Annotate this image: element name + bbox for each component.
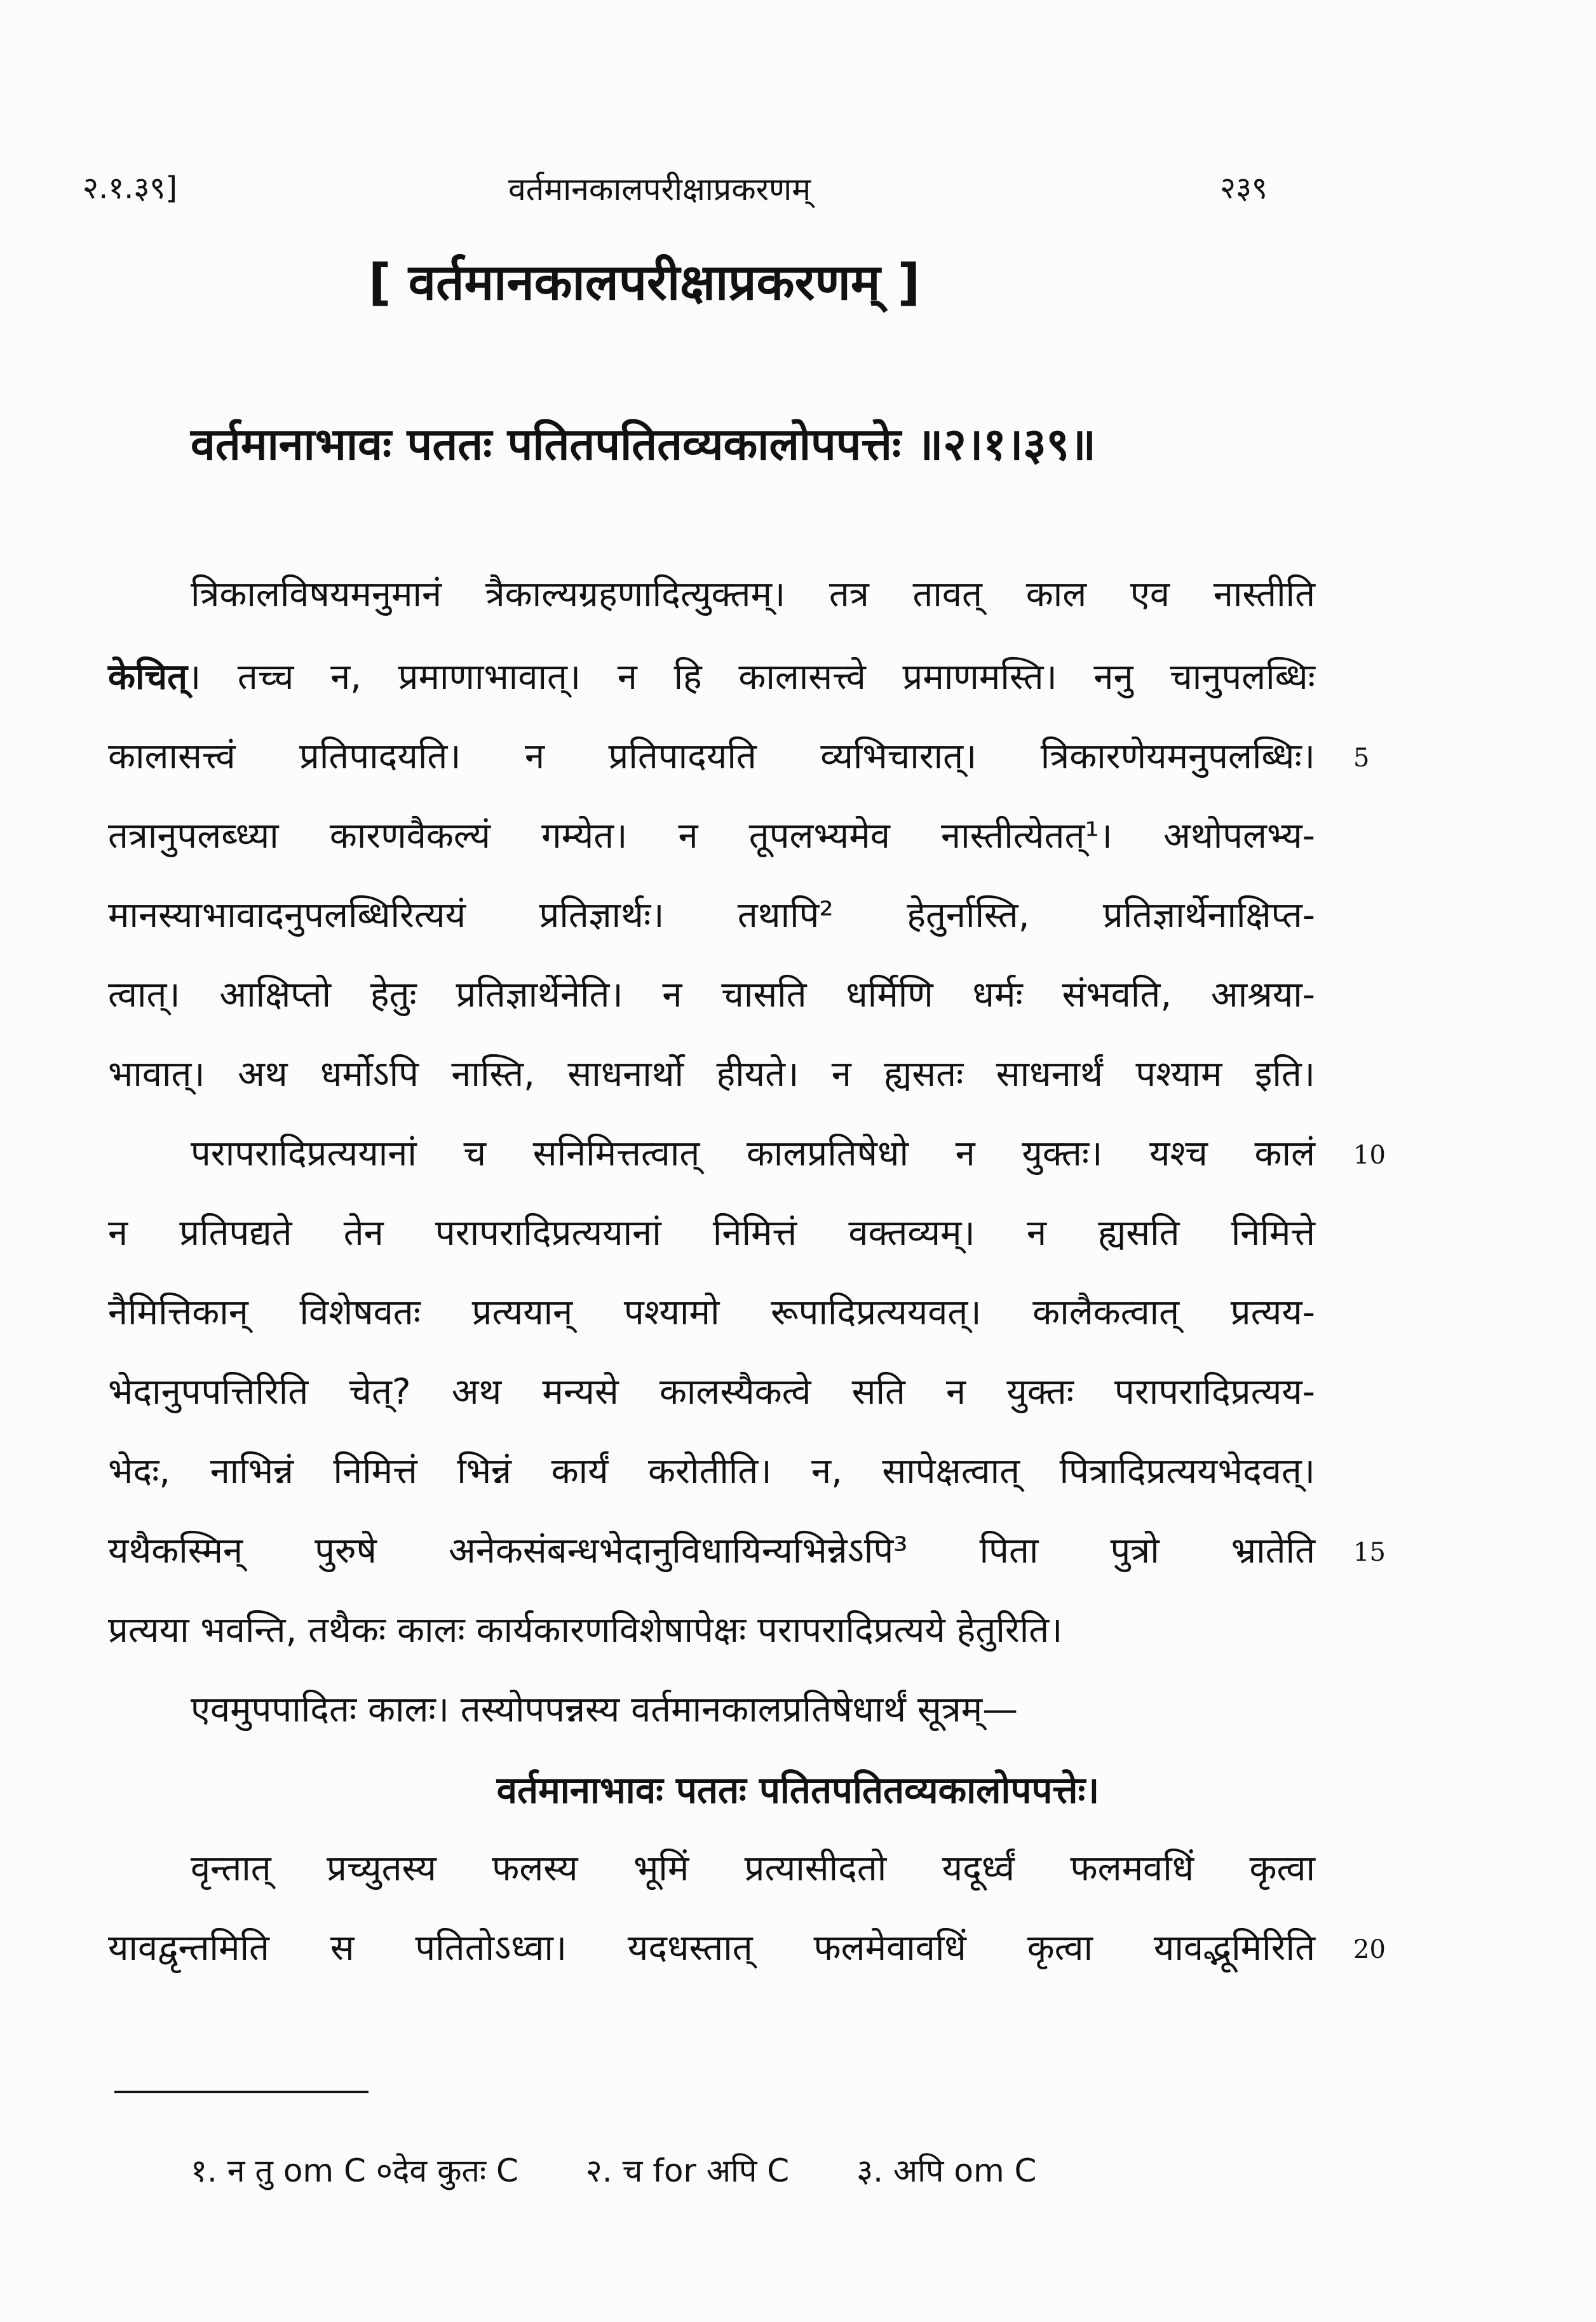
commentary-line [108,656,1315,698]
commentary-line: भावात्। अथ धर्मोऽपि नास्ति, साधनार्थो हीयते। न ह्यसतः साधनार्थं पश्याम इति। [108,1054,1315,1095]
commentary-line: तत्रानुपलब्ध्या कारणवैकल्यं गम्येत। न तूपलभ्यमेव नास्तीत्येतत्¹। अथोपलभ्य- [108,815,1315,857]
author-reference: केचित् [108,656,187,698]
footnote-divider [114,2091,369,2093]
running-reference: २.१.३९] [83,170,178,206]
commentary-line: एवमुपपादितः कालः। तस्योपपन्नस्य वर्तमानकालप्रतिषेधार्थं सूत्रम्— [191,1689,1018,1730]
commentary-line: यावद्वृन्तमिति स पतितोऽध्वा। यदधस्तात् फलमेवावधिं कृत्वा यावद्भूमिरिति [108,1927,1315,1969]
line-number: 20 [1353,1935,1386,1964]
commentary-text: । तच्च न, प्रमाणाभावात्। न हि कालासत्त्वे प्रमाणमस्ति। ननु चानुपलब्धिः [187,656,1315,698]
sutra-heading: वर्तमानाभावः पततः पतितपतितव्यकालोपपत्तेः ॥२।१।३९॥ [191,418,1096,470]
commentary-line: न प्रतिपद्यते तेन परापरादिप्रत्ययानां निमित्तं वक्तव्यम्। न ह्यसति निमित्ते [108,1212,1315,1254]
line-number: 5 [1353,743,1370,773]
commentary-line: मानस्याभावादनुपलब्धिरित्ययं प्रतिज्ञार्थः। तथापि² हेतुर्नास्ति, प्रतिज्ञार्थेनाक्षिप्त- [108,895,1315,936]
commentary-line: भेदः, नाभिन्नं निमित्तं भिन्नं कार्यं करोतीति। न, सापेक्षत्वात् पित्रादिप्रत्ययभेदवत्। [108,1451,1315,1492]
commentary-line: त्रिकालविषयमनुमानं त्रैकाल्यग्रहणादित्युक्तम्। तत्र तावत् काल एव नास्तीति [191,574,1315,615]
sutra-repeat: वर्तमानाभावः पततः पतितपतितव्यकालोपपत्तेः। [496,1769,1100,1812]
commentary-line: भेदानुपपत्तिरिति चेत्? अथ मन्यसे कालस्यैकत्वे सति न युक्तः परापरादिप्रत्यय- [108,1371,1315,1413]
footnotes [191,2148,1093,2191]
commentary-line: त्वात्। आक्षिप्तो हेतुः प्रतिज्ञार्थेनेति। न चासति धर्मिणि धर्मः संभवति, आश्रया- [108,974,1315,1015]
commentary-line: कालासत्त्वं प्रतिपादयति। न प्रतिपादयति व्यभिचारात्। त्रिकारणेयमनुपलब्धिः। [108,736,1315,777]
section-heading: [ वर्तमानकालपरीक्षाप्रकरणम् ] [369,254,921,311]
line-number: 10 [1353,1141,1386,1170]
page-number: २३९ [1220,170,1268,206]
footnote-2: २. च for अपि C [585,2152,790,2189]
commentary-line: वृन्तात् प्रच्युतस्य फलस्य भूमिं प्रत्यासीदतो यदूर्ध्वं फलमवधिं कृत्वा [191,1848,1315,1889]
commentary-line: परापरादिप्रत्ययानां च सनिमित्तत्वात् कालप्रतिषेधो न युक्तः। यश्च कालं [191,1133,1315,1174]
commentary-line: यथैकस्मिन् पुरुषे अनेकसंबन्धभेदानुविधायिन्यभिन्नेऽपि³ पिता पुत्रो भ्रातेति [108,1530,1315,1572]
line-number: 15 [1353,1538,1386,1567]
commentary-line: प्रत्यया भवन्ति, तथैकः कालः कार्यकारणविशेषापेक्षः परापरादिप्रत्यये हेतुरिति। [108,1610,1063,1651]
running-title: वर्तमानकालपरीक्षाप्रकरणम् [508,171,811,208]
footnote-1: १. न तु om C ०देव कुतः C [191,2152,518,2189]
commentary-line: नैमित्तिकान् विशेषवतः प्रत्ययान् पश्यामो रूपादिप्रत्ययवत्। कालैकत्वात् प्रत्यय- [108,1292,1315,1333]
footnote-3: ३. अपि om C [856,2152,1037,2189]
